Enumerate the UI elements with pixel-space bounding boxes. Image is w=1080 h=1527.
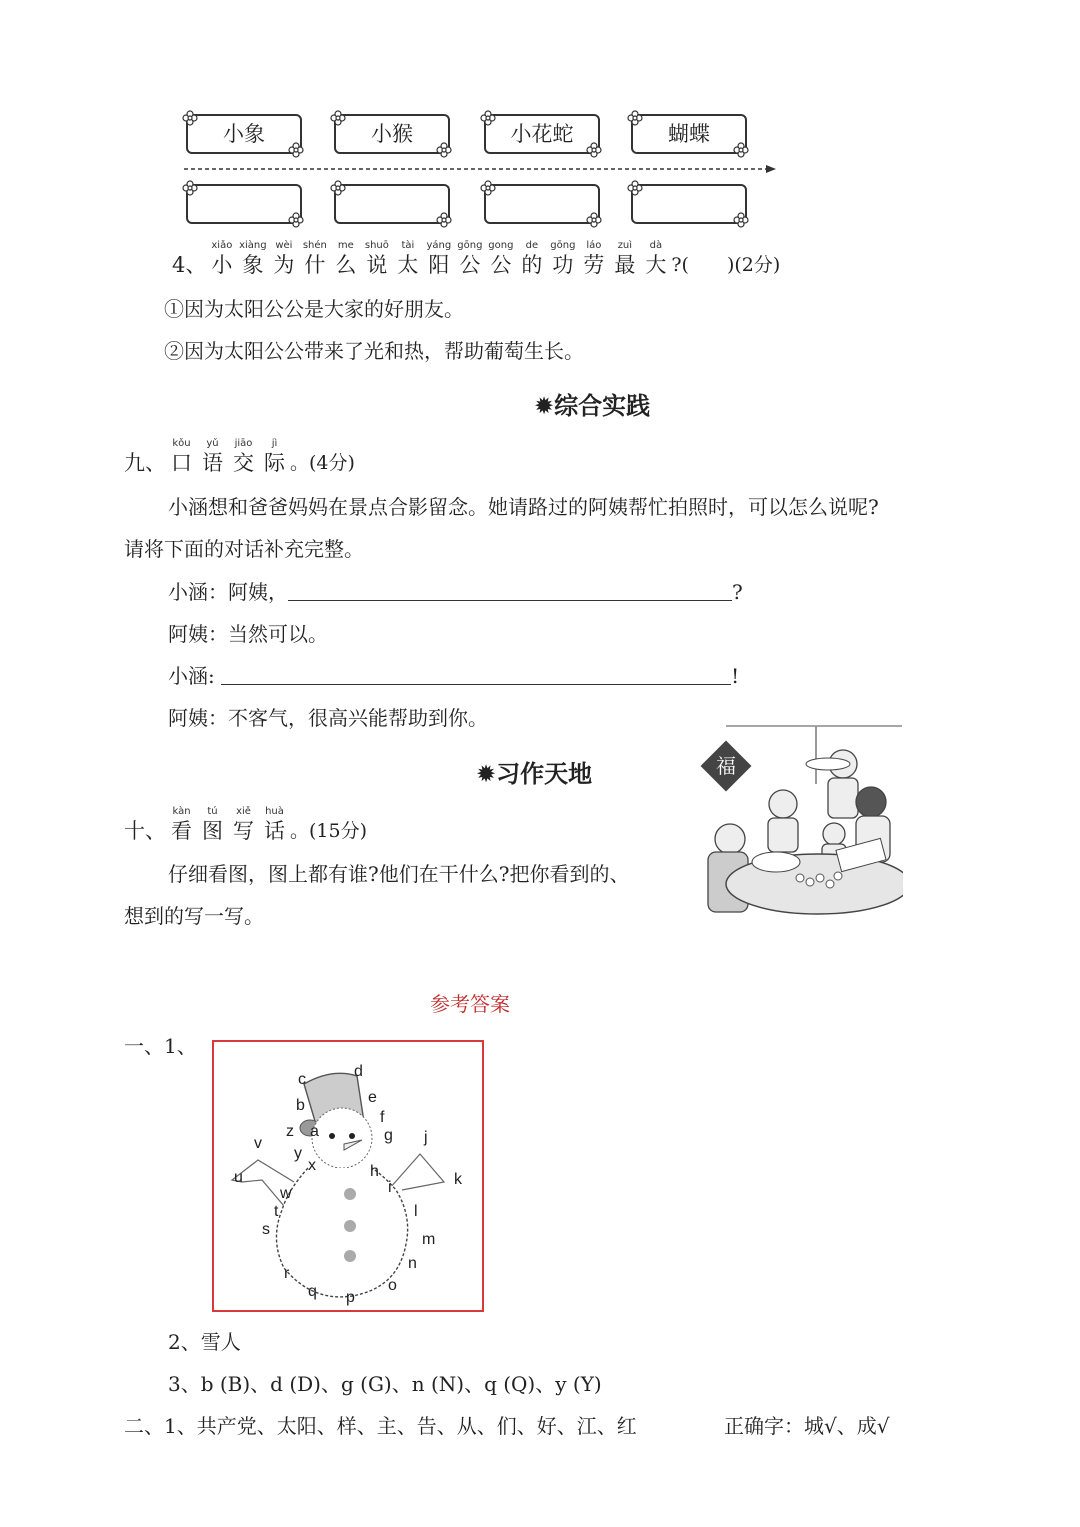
snowman-letter-m: m <box>422 1231 436 1248</box>
hanzi: 阳 <box>428 253 450 277</box>
card-xiaohou: 小猴 <box>334 114 450 154</box>
pinyin: zuì <box>617 240 633 251</box>
snowman-letter-s: s <box>262 1221 270 1238</box>
hanzi: 什 <box>304 253 326 277</box>
q4-option-2[interactable]: ②因为太阳公公带来了光和热，帮助葡萄生长。 <box>164 339 584 363</box>
q4-option-1[interactable]: ①因为太阳公公是大家的好朋友。 <box>164 297 464 321</box>
ruby-char <box>330 240 361 278</box>
hanzi: 么 <box>335 253 357 277</box>
section-title-practice: ✹综合实践 <box>534 392 651 420</box>
dialogue-1-speaker: 小涵：阿姨， <box>168 580 288 604</box>
hanzi: 语 <box>202 451 223 475</box>
ruby-char <box>361 240 392 278</box>
answer-1-label: 一、1、 <box>124 1034 197 1058</box>
hanzi: 小 <box>211 253 233 277</box>
snowman-letter-d: d <box>354 1063 363 1080</box>
card-xiaohuashe: 小花蛇 <box>484 114 600 154</box>
q10-prefix: 十、 <box>124 819 166 843</box>
pinyin: huà <box>265 806 284 817</box>
pinyin: yǔ <box>206 438 219 449</box>
answer-4: 二、1、共产党、太阳、样、主、告、从、们、好、江、红 <box>124 1414 637 1438</box>
ruby-char <box>640 240 671 278</box>
ruby-char <box>454 240 485 278</box>
pinyin: de <box>525 240 539 251</box>
hanzi: 最 <box>614 253 636 277</box>
svg-text:福: 福 <box>716 754 736 778</box>
hanzi: 公 <box>490 253 512 277</box>
ruby-char <box>423 240 454 278</box>
pinyin: dà <box>649 240 663 251</box>
ruby-char <box>299 240 330 278</box>
ruby-char <box>392 240 423 278</box>
ruby-char <box>228 438 259 476</box>
dialogue-3-speaker: 小涵: <box>168 664 215 688</box>
ruby-char <box>166 438 197 476</box>
question-9 <box>124 438 355 476</box>
q4-prefix: 4、 <box>172 253 207 277</box>
hanzi: 的 <box>521 253 543 277</box>
snowman-letter-k: k <box>454 1171 462 1188</box>
answer-title: 参考答案 <box>430 992 510 1016</box>
q9-prefix: 九、 <box>124 451 166 475</box>
question-10 <box>124 806 367 844</box>
snowman-letter-z: z <box>286 1123 294 1140</box>
snowman-letter-w: w <box>280 1185 292 1202</box>
snowman-letter-u: u <box>234 1169 243 1186</box>
q10-paragraph-1: 仔细看图，图上都有谁?他们在干什么?把你看到的、 <box>168 862 630 886</box>
hanzi: 话 <box>264 819 285 843</box>
q10-ruby-text <box>166 806 290 844</box>
ruby-char <box>206 240 237 278</box>
answer-4-correct-chars: 正确字：城√、成√ <box>724 1414 890 1438</box>
hanzi: 劳 <box>583 253 605 277</box>
q10-paragraph-2: 想到的写一写。 <box>124 904 264 928</box>
snowman-dot-to-dot-answer <box>212 1040 484 1312</box>
family-dumplings-illustration <box>688 724 903 916</box>
pinyin: kàn <box>172 806 191 817</box>
card-xiaoxiang: 小象 <box>186 114 302 154</box>
snowman-letter-a: a <box>310 1123 319 1140</box>
snowman-letter-l: l <box>414 1203 418 1220</box>
snowman-letter-n: n <box>408 1255 417 1272</box>
hanzi: 看 <box>171 819 192 843</box>
q4-ruby-text <box>206 240 671 278</box>
card-hudie: 蝴蝶 <box>631 114 747 154</box>
dialogue-line-2: 阿姨：当然可以。 <box>168 622 328 646</box>
snowman-letter-q: q <box>308 1283 317 1300</box>
hanzi: 大 <box>645 253 667 277</box>
snowman-letter-y: y <box>294 1145 302 1162</box>
question-4 <box>172 240 780 278</box>
ruby-char <box>259 806 290 844</box>
pinyin: jiāo <box>234 438 253 449</box>
pinyin: wèi <box>275 240 293 251</box>
dialogue-line-3 <box>168 662 739 690</box>
pinyin: láo <box>586 240 602 251</box>
dialogue-3-blank[interactable] <box>221 664 731 685</box>
snowman-letter-t: t <box>274 1203 279 1220</box>
hanzi: 口 <box>171 451 192 475</box>
snowman-letter-p: p <box>346 1289 355 1306</box>
pinyin: shuō <box>364 240 389 251</box>
hanzi: 象 <box>242 253 264 277</box>
answer-3: 3、b (B)、d (D)、g (G)、n (N)、q (Q)、y (Y) <box>168 1372 602 1396</box>
hanzi: 公 <box>459 253 481 277</box>
ruby-char <box>228 806 259 844</box>
ruby-char <box>516 240 547 278</box>
snowman-letter-g: g <box>384 1127 393 1144</box>
ruby-char <box>166 806 197 844</box>
ruby-char <box>485 240 516 278</box>
snowman-letter-r: r <box>284 1265 290 1282</box>
snowman-letter-b: b <box>296 1097 305 1114</box>
snowman-letter-h: h <box>370 1163 379 1180</box>
hanzi: 写 <box>233 819 254 843</box>
pinyin: jì <box>271 438 278 449</box>
hanzi: 际 <box>264 451 285 475</box>
hanzi: 说 <box>366 253 388 277</box>
pinyin: gōng <box>457 240 483 251</box>
ruby-char <box>578 240 609 278</box>
pinyin: xiě <box>236 806 251 817</box>
snowman-letter-e: e <box>368 1089 377 1106</box>
q10-suffix: 。(15分) <box>290 820 368 842</box>
answer-2: 2、雪人 <box>168 1330 241 1354</box>
pinyin: kǒu <box>172 438 191 449</box>
q9-paragraph-1: 小涵想和爸爸妈妈在景点合影留念。她请路过的阿姨帮忙拍照时，可以怎么说呢? <box>168 495 879 519</box>
dialogue-line-4: 阿姨：不客气，很高兴能帮助到你。 <box>168 706 488 730</box>
ruby-char <box>197 438 228 476</box>
flower-icons <box>0 0 1080 240</box>
q4-suffix: ?( )(2分) <box>671 254 781 276</box>
snowman-letter-c: c <box>298 1071 306 1088</box>
pinyin: xiàng <box>239 240 267 251</box>
hanzi: 图 <box>202 819 223 843</box>
ruby-char <box>237 240 268 278</box>
pinyin: gong <box>488 240 514 251</box>
hanzi: 为 <box>273 253 295 277</box>
ruby-char <box>197 806 228 844</box>
snowman-letter-v: v <box>254 1135 262 1152</box>
ruby-char <box>268 240 299 278</box>
dialogue-1-end: ? <box>732 580 743 604</box>
ruby-char <box>259 438 290 476</box>
hanzi: 交 <box>233 451 254 475</box>
dialogue-1-blank[interactable] <box>288 580 732 601</box>
snowman-letter-i: i <box>388 1179 392 1196</box>
dialogue-3-end: ! <box>731 664 740 688</box>
pinyin: xiǎo <box>211 240 233 251</box>
hanzi: 功 <box>552 253 574 277</box>
ruby-char <box>609 240 640 278</box>
pinyin: tài <box>401 240 415 251</box>
snowman-letter-f: f <box>380 1109 385 1126</box>
pinyin: gōng <box>550 240 576 251</box>
q9-suffix: 。(4分) <box>290 452 355 474</box>
q9-paragraph-2: 请将下面的对话补充完整。 <box>124 537 364 561</box>
q9-ruby-text <box>166 438 290 476</box>
snowman-letter-o: o <box>388 1277 397 1294</box>
pinyin: tú <box>207 806 218 817</box>
snowman-letter-x: x <box>308 1157 316 1174</box>
hanzi: 太 <box>397 253 419 277</box>
snowman-letter-j: j <box>424 1129 428 1146</box>
ruby-char <box>547 240 578 278</box>
pinyin: me <box>337 240 354 251</box>
pinyin: shén <box>302 240 327 251</box>
pinyin: yáng <box>426 240 452 251</box>
dialogue-line-1 <box>168 578 743 606</box>
section-title-writing: ✹习作天地 <box>476 760 593 788</box>
